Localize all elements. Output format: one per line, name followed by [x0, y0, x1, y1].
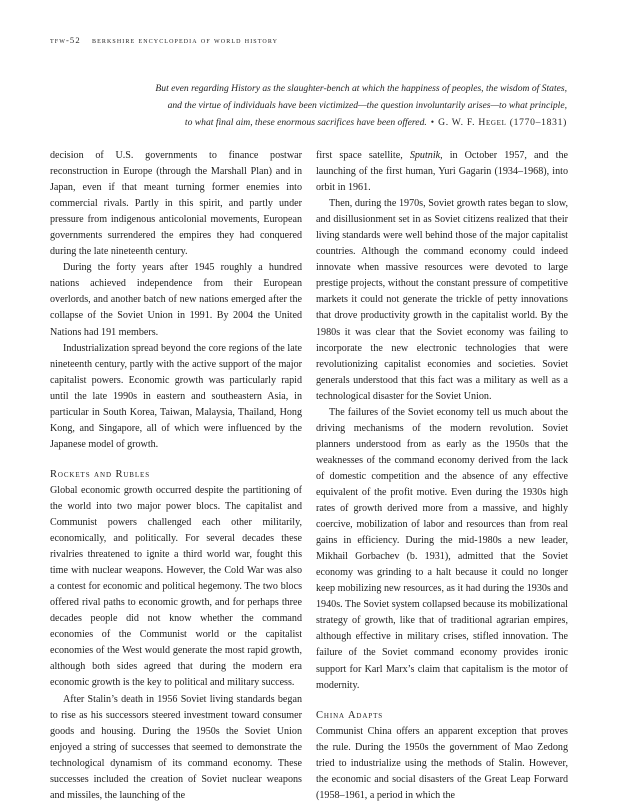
paragraph: The failures of the Soviet economy tell us much about the driving mechanisms of the modern revolution. Soviet planners understood from as early as the 1950s that the weaknesses of the command economy derived from the lack of domestic competition and the absence of any effective equivalent of the profit motive. Even during the 1930s high rates of growth derived more from a massive, and highly coercive, mobilization of labor and resources than from real gains in efficiency. During the mid-1980s a new leader, Mikhail Gorbachev (b. 1931), admitted that the Soviet economy was grinding to a halt because it could no longer keep mobilizing new resources, as it had during the 1930s and 1940s. The Soviet system collapsed because its mobilizational strategy of growth, like that of traditional agrarian empires, although effective in military crises, stifled innovation. The failure of the Soviet command economy provides ironic support for Karl Marx’s claim that capitalism is the motor of modernity. — [316, 406, 568, 691]
paragraph: Global economic growth occurred despite the partitioning of the world into two major power blocs. The capitalist and Communist powers challenged each other militarily, economically, and politically. For several decades these rivalries threatened to ignite a third world war, fought this time with nuclear weapons. However, the Cold War was also a contest for economic and political hegemony. The two blocs offered rival paths to economic growth, and for perhaps three decades people did not know whether the command economies of the Communist world or the capitalist economies of the West would generate the most rapid growth, although both sides agreed that during the modern era economic growth is the key to political and military success. — [50, 484, 302, 689]
epigraph-line-3-text: to what final aim, these enormous sacrifices have been offered. — [184, 117, 427, 128]
text-run: first space satellite, — [316, 150, 410, 161]
epigraph — [90, 80, 567, 131]
paragraph: Communist China offers an apparent exception that proves the rule. During the 1950s the government of Mao Zedong tried to industrialize using the methods of Stalin. However, the economic and social disasters of the Great Leap Forward (1958–1961, a period in which the — [316, 725, 568, 801]
italic-title-sputnik: Sputnik — [409, 150, 441, 161]
section-heading-china-adapts: China Adapts — [316, 709, 384, 721]
text-run: , in October 1957, and the launching of the first human, Yuri Gagarin (1934–1968), into orbit in 1961. — [316, 150, 568, 194]
book-title: berkshire encyclopedia of world history — [91, 35, 279, 45]
paragraph: decision of U.S. governments to finance postwar reconstruction in Europe (through the Marshall Plan) and in Japan, even if that meant turning former enemies into commercial rivals. Partly in this spirit, and partly under pressure from indigenous anticolonial movements, European governments surrendered the empires they had conquered during the late nineteenth century. — [50, 150, 302, 258]
paragraph: After Stalin’s death in 1956 Soviet living standards began to rise as his successors steered investment toward consumer goods and housing. During the 1950s the Soviet Union enjoyed a string of successes that seemed to demonstrate the technological dynamism of its command economy. These successes included the creation of Soviet nuclear weapons and missiles, the launching of the — [50, 693, 302, 801]
section-heading-rockets-and-rubles: Rockets and Rubles — [50, 468, 151, 480]
epigraph-line-2: and the virtue of individuals have been victimized—the question involuntarily arises—to what principle, — [167, 100, 567, 111]
right-column — [316, 148, 568, 804]
paragraph: Industrialization spread beyond the core regions of the late nineteenth century, partly with the active support of the major capitalist powers. Economic growth was particularly rapid until the late 1990s in eastern and southeastern Asia, in particular in South Korea, Taiwan, Malaysia, Thailand, Hong Kong, and Singapore, all of which were influenced by the Japanese model of growth. — [50, 342, 302, 450]
running-header — [50, 35, 278, 45]
paragraph: During the forty years after 1945 roughly a hundred nations achieved independence from their European overlords, and another batch of new nations emerged after the collapse of the Soviet Union in 1991. By 2004 the United Nations had 191 members. — [50, 262, 302, 338]
paragraph: Then, during the 1970s, Soviet growth rates began to slow, and disillusionment set in as Soviet citizens realized that their living standards were well behind those of the major capitalist countries. Although the command economy could indeed innovate when massive resources were devoted to large prestige projects, without the constant pressure of competitive markets it could not generate the trickle of petty innovations that drove productivity growth in the capitalist world. By the 1980s it was clear that the Soviet economy was failing to incorporate the new electronic technologies that were revolutionizing capitalist economies and societies. Soviet generals understood that this fact was a military as well as a technological disaster for the Soviet Union. — [316, 198, 568, 402]
folio: tfw-52 — [50, 35, 81, 45]
epigraph-line-1: But even regarding History as the slaughter-bench at which the happiness of peoples, the wisdom of States, — [155, 83, 567, 94]
left-column — [50, 148, 302, 804]
bullet-separator: • — [430, 117, 435, 128]
epigraph-line-3 — [90, 114, 567, 131]
epigraph-author: G. W. F. Hegel (1770–1831) — [438, 117, 567, 128]
paragraph — [316, 148, 568, 196]
